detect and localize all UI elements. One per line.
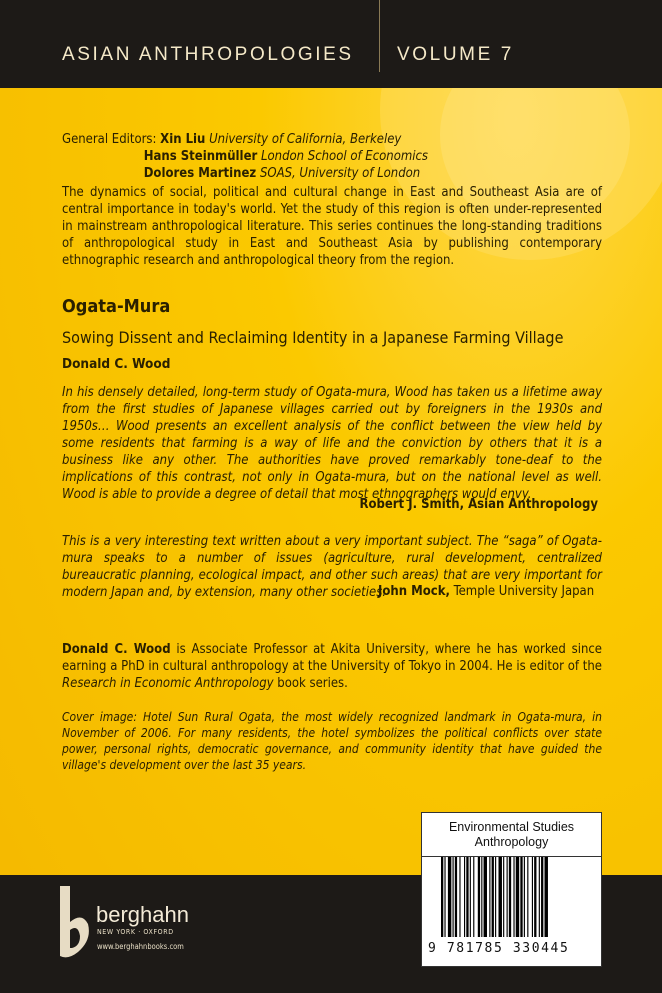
barcode-panel bbox=[421, 812, 602, 967]
author-bio bbox=[62, 641, 602, 692]
editor-affiliation: SOAS, University of London bbox=[259, 166, 421, 181]
barcode-bar bbox=[489, 857, 490, 937]
editors-label: General Editors: bbox=[62, 132, 157, 147]
barcode-bar bbox=[516, 857, 519, 937]
barcode-bar bbox=[481, 857, 482, 937]
subject-category: Environmental Studies bbox=[448, 820, 575, 834]
review-attribution bbox=[378, 584, 594, 599]
book-title: Ogata-Mura bbox=[62, 296, 171, 317]
bio-text: is Associate Professor at Akita University, where he has worked since earning a PhD in cultural anthropology at the University of Tokyo in 2004. He is editor of the bbox=[62, 642, 602, 674]
subject-category: Anthropology bbox=[474, 835, 549, 849]
barcode-bar bbox=[532, 857, 533, 937]
barcode-bar bbox=[513, 857, 514, 937]
volume-number: VOLUME 7 bbox=[397, 44, 514, 65]
bio-text-end: book series. bbox=[273, 676, 348, 691]
barcode-icon bbox=[441, 857, 589, 937]
barcode-bar bbox=[459, 857, 460, 937]
berghahn-logo-icon bbox=[56, 882, 92, 962]
cover-image-note: Cover image: Hotel Sun Rural Ogata, the most widely recognized landmark in Ogata-mura, in November of 2006. For many residents, the hotel symbolizes the political conflicts over state power, personal rights, democratic governance, and community identity that have guided the village's development over the last 35 years. bbox=[62, 710, 602, 772]
editor-row bbox=[62, 148, 602, 165]
barcode-bar bbox=[524, 857, 525, 937]
review-attribution: Robert J. Smith, Asian Anthropology bbox=[359, 497, 598, 512]
review-quote: This is a very interesting text written about a very important subject. The “saga” of Ogata-mura speaks to a number of issues (agriculture, rural development, centralized bureaucratic planning, ecological impact, and other such areas) that are very important for modern Japan and, by extension, many other societies. bbox=[62, 534, 602, 600]
barcode-bar bbox=[539, 857, 540, 937]
publisher-url: www.berghahnbooks.com bbox=[97, 942, 184, 951]
isbn-number: 9 781785 330445 bbox=[428, 941, 570, 956]
barcode-bar bbox=[545, 857, 548, 937]
series-description: The dynamics of social, political and cultural change in East and Southeast Asia are of central importance in today's world. Yet the study of this region is often under-represented in mainstream anthropological literature. This series continues the long-standing traditions of anthropological study in East and Southeast Asia by publishing contemporary ethnographic research and anthropological theory from the region. bbox=[62, 185, 602, 268]
reviewer-name: John Mock, bbox=[378, 584, 450, 599]
barcode-bar bbox=[441, 857, 443, 937]
publisher-name: berghahn bbox=[96, 902, 189, 927]
publisher-location: NEW YORK · OXFORD bbox=[97, 928, 174, 936]
barcode-bar bbox=[455, 857, 457, 937]
barcode-bar bbox=[499, 857, 502, 937]
barcode-bar bbox=[541, 857, 543, 937]
barcode-bar bbox=[466, 857, 468, 937]
editor-row bbox=[62, 131, 602, 148]
reviewer-affiliation: Temple University Japan bbox=[453, 584, 595, 599]
editor-name: Hans Steinmüller bbox=[143, 149, 258, 164]
barcode-bar bbox=[484, 857, 487, 937]
barcode-bar bbox=[527, 857, 528, 937]
bio-name: Donald C. Wood bbox=[62, 642, 171, 657]
bio-series-title: Research in Economic Anthropology bbox=[62, 676, 274, 691]
barcode-bar bbox=[453, 857, 454, 937]
editor-affiliation: University of California, Berkeley bbox=[209, 132, 402, 147]
barcode-bar bbox=[464, 857, 465, 937]
book-author: Donald C. Wood bbox=[62, 356, 171, 372]
barcode-bar bbox=[478, 857, 480, 937]
barcode-bar bbox=[470, 857, 471, 937]
review-quote: In his densely detailed, long-term study of Ogata-mura, Wood has taken us a lifetime away from the first studies of Japanese villages carried out by foreigners in the 1930s and 1950s… Wood presents an excellent analysis of the conflict between the view held by some residents that farming is a way of life and the conviction by others that it is a business like any other. The authorities have proved remarkably tone-deaf to the implications of this contrast, not only in Ogata-mura, but on the national level as well. Wood is able to provide a degree of detail that most ethnographers would envy. bbox=[62, 385, 602, 502]
barcode-bar bbox=[495, 857, 496, 937]
barcode-bar bbox=[444, 857, 445, 937]
editor-row bbox=[62, 165, 602, 182]
series-title: ASIAN ANTHROPOLOGIES bbox=[62, 44, 354, 65]
barcode-bar bbox=[520, 857, 522, 937]
editors-block bbox=[62, 131, 602, 182]
barcode-bar bbox=[492, 857, 494, 937]
editor-name: Xin Liu bbox=[160, 132, 206, 147]
header-divider bbox=[379, 0, 380, 72]
barcode-bar bbox=[503, 857, 504, 937]
barcode-bar bbox=[448, 857, 451, 937]
barcode-bar bbox=[473, 857, 474, 937]
barcode-bar bbox=[507, 857, 508, 937]
barcode-bar bbox=[534, 857, 536, 937]
editor-name: Dolores Martinez bbox=[143, 166, 257, 181]
editor-affiliation: London School of Economics bbox=[261, 149, 429, 164]
book-subtitle: Sowing Dissent and Reclaiming Identity in a Japanese Farming Village bbox=[62, 328, 564, 347]
barcode-bar bbox=[509, 857, 511, 937]
